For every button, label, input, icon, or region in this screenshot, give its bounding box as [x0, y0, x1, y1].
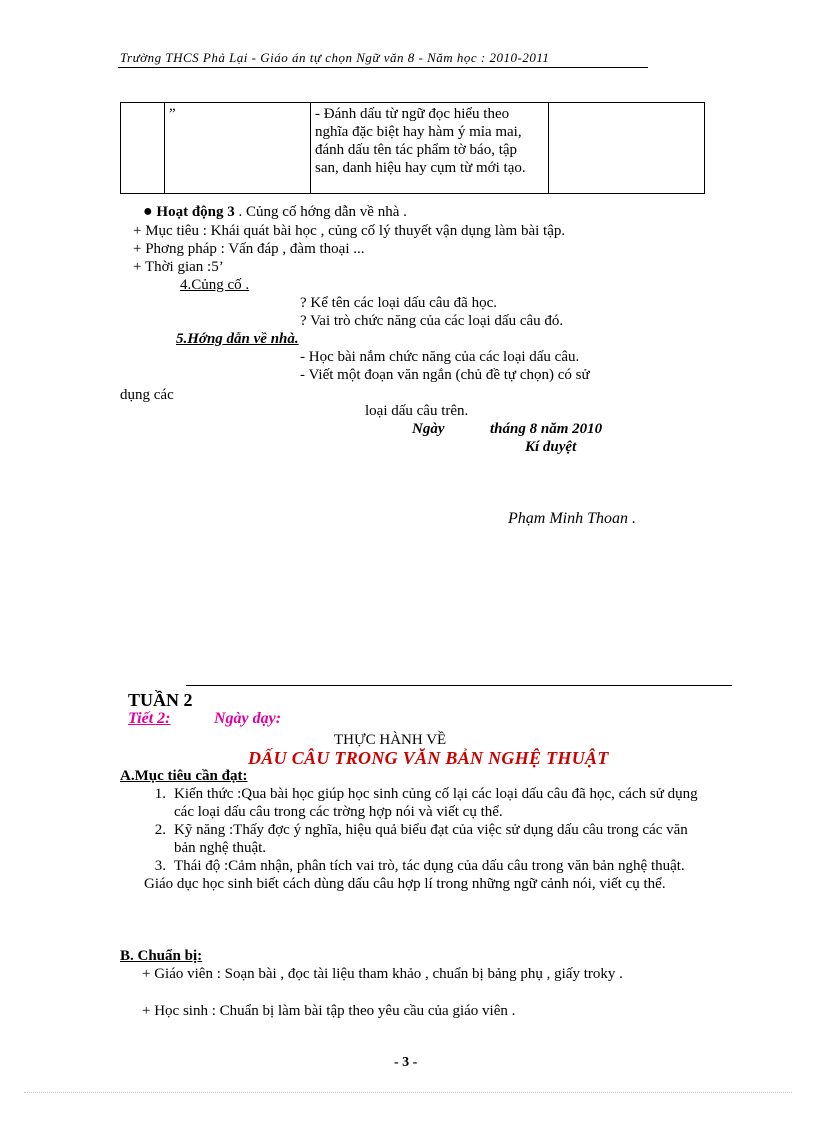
teaching-date: Ngày dạy:	[214, 710, 282, 727]
lesson-title-2: DẤU CÂU TRONG VĂN BẢN NGHỆ THUẬT	[248, 748, 609, 768]
thoi-gian: + Thời gian :5’	[133, 259, 224, 275]
student-prep: + Học sinh : Chuẩn bị làm bài tập theo yêu cầu của giáo viên .	[142, 1003, 516, 1019]
date-line	[412, 420, 602, 438]
giao-duc: Giáo dục học sinh biết cách dùng dấu câu hợp lí trong những ngữ cảnh nói, viết cụ thể.	[144, 876, 666, 892]
objective-3: Thái độ :Cảm nhận, phân tích vai trò, tác dụng của dấu câu trong văn bản nghệ thuật.	[174, 858, 685, 874]
signature: Phạm Minh Thoan .	[508, 510, 636, 527]
punctuation-table	[120, 102, 705, 194]
huong-dan-heading: 5.Hớng dẫn về nhà.	[176, 331, 299, 347]
lesson-number: Tiết 2:	[128, 710, 171, 727]
objective-2: Kỹ năng :Thấy đợc ý nghĩa, hiệu quả biểu đạt của việc sử dụng dấu câu trong các văn bản nghệ thuật.	[174, 822, 688, 856]
lesson-title-1: THỰC HÀNH VỀ	[334, 732, 447, 748]
table-cell-mark: ”	[165, 103, 311, 194]
list-item	[120, 857, 700, 875]
section-a-heading: A.Mục tiêu cần đạt:	[120, 768, 248, 784]
ki-duyet: Kí duyệt	[525, 439, 577, 455]
list-item	[120, 785, 700, 821]
phuong-phap: + Phơng pháp : Vấn đáp , đàm thoại ...	[133, 241, 365, 257]
page-header: Trường THCS Phả Lại - Giáo án tự chọn Ngữ văn 8 - Năm học : 2010-2011	[120, 50, 550, 65]
objective-1: Kiến thức :Qua bài học giúp học sinh củng cố lại các loại dấu câu đã học, cách sử dụng các loại dấu câu trong các trờng hợp nói và viết cụ thể.	[174, 786, 698, 820]
homework-2-end: loại dấu câu trên.	[365, 403, 469, 419]
muc-tieu: + Mục tiêu : Khái quát bài học , củng cố lý thuyết vận dụng làm bài tập.	[133, 223, 566, 239]
list-item	[120, 821, 700, 857]
activity3-line	[143, 203, 407, 221]
page-number: - 3 -	[394, 1055, 418, 1070]
list-number: 3.	[154, 858, 166, 874]
homework-2-cont: dụng các	[120, 387, 174, 403]
question-1: ? Kể tên các loại dấu câu đã học.	[300, 295, 497, 311]
date-thang: tháng 8 năm 2010	[490, 421, 603, 437]
list-number: 2.	[154, 822, 166, 838]
teacher-prep: + Giáo viên : Soạn bài , đọc tài liệu tham khảo , chuẩn bị bảng phụ , giấy troky .	[142, 966, 623, 982]
homework-2: - Viết một đoạn văn ngắn (chủ đề tự chọn) có sử	[300, 367, 590, 383]
footer-rule	[24, 1092, 792, 1093]
header-rule	[118, 67, 648, 68]
table-row	[121, 103, 705, 194]
table-cell-function: - Đánh dấu từ ngữ đọc hiểu theo nghĩa đặc biệt hay hàm ý mỉa mai, đánh dấu tên tác phẩm tờ báo, tập san, danh hiệu hay cụm từ mới tạo.	[311, 103, 549, 194]
table-cell	[549, 103, 705, 194]
activity3-title: Hoạt động 3	[156, 204, 235, 220]
bullet-icon: ●	[143, 203, 153, 220]
objectives-list	[120, 785, 700, 893]
cung-co-heading: 4.Củng cố .	[180, 277, 250, 293]
homework-1: - Học bài nắm chức năng của các loại dấu câu.	[300, 349, 580, 365]
list-number: 1.	[154, 786, 166, 802]
section-divider	[186, 685, 732, 686]
section-b-heading: B. Chuẩn bị:	[120, 948, 203, 964]
question-2: ? Vai trò chức năng của các loại dấu câu đó.	[300, 313, 564, 329]
activity3-rest: . Củng cố hớng dẫn về nhà .	[238, 204, 407, 220]
table-cell	[121, 103, 165, 194]
week-title: TUẦN 2	[128, 690, 193, 710]
date-ngay: Ngày	[412, 421, 445, 437]
